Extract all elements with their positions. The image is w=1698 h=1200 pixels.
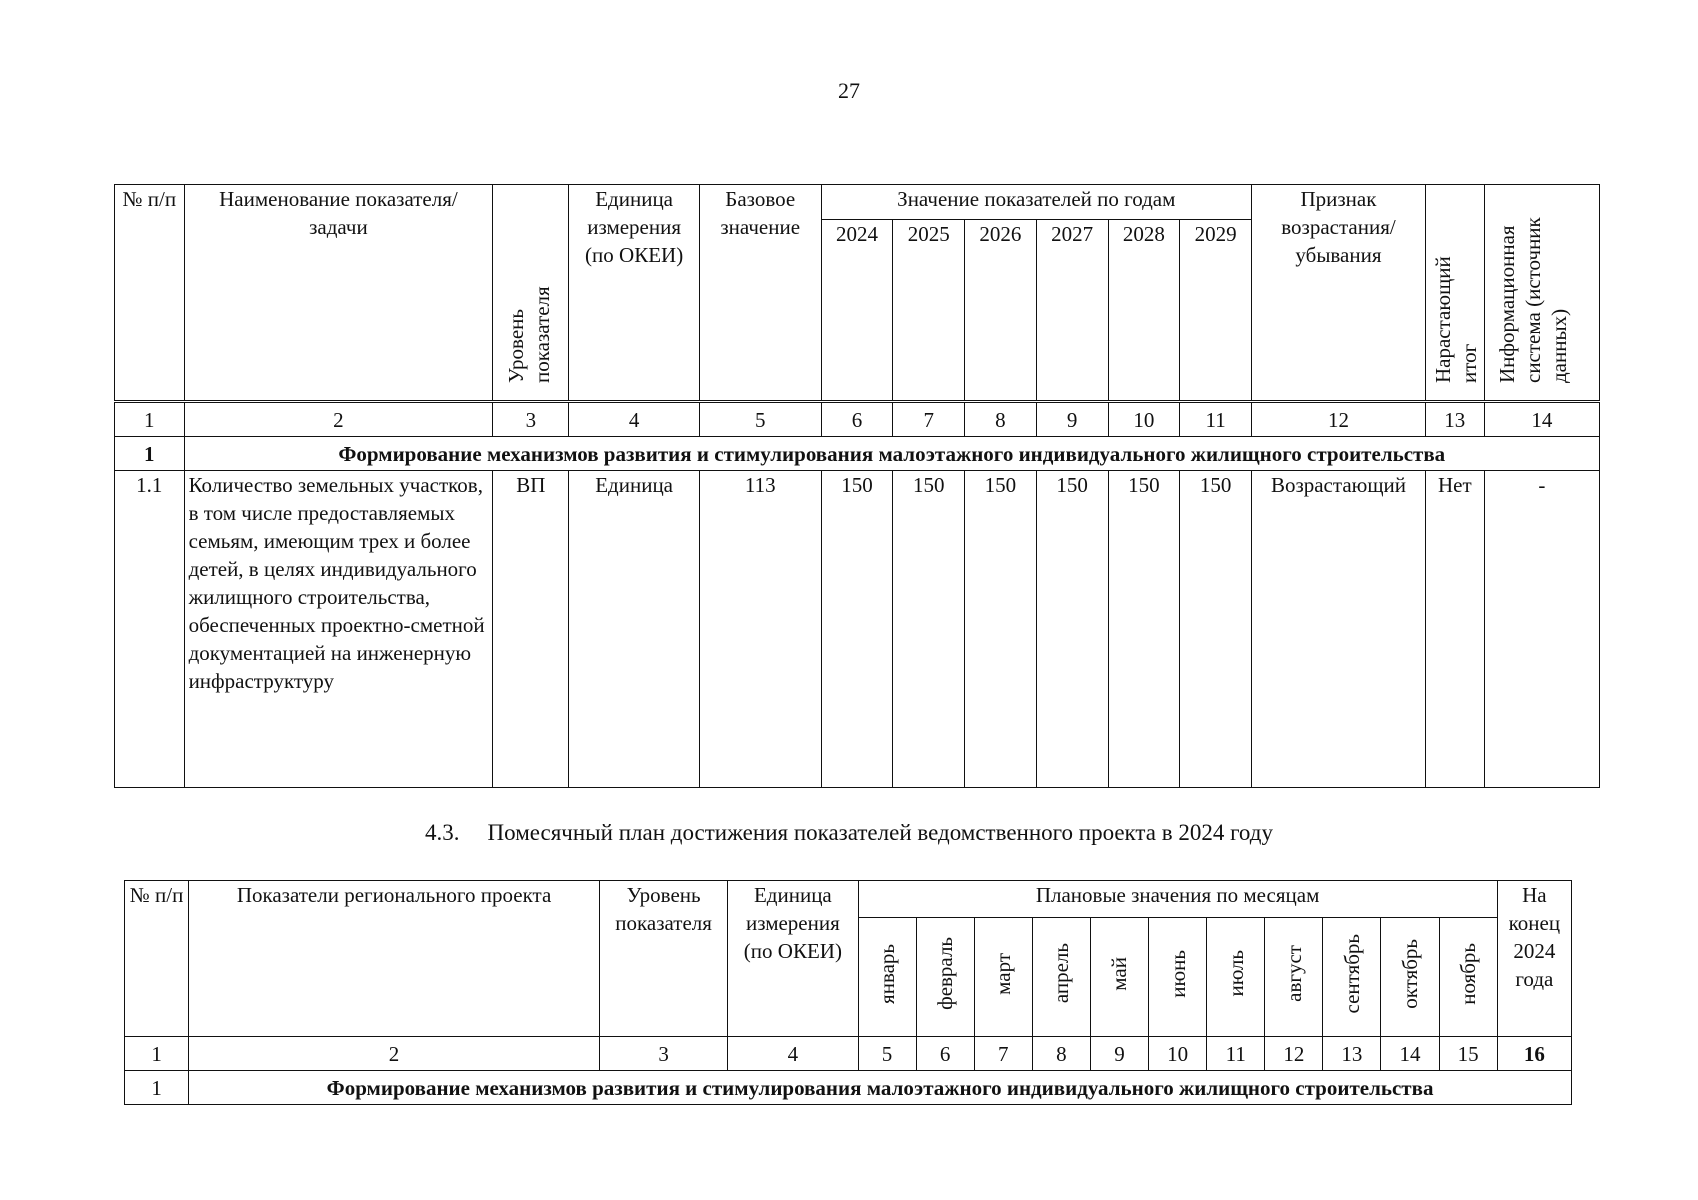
col-number: 16 xyxy=(1497,1037,1571,1071)
row-num: 1.1 xyxy=(115,471,185,788)
section-title: Формирование механизмов развития и стимулирования малоэтажного индивидуального жилищного строительства xyxy=(184,437,1599,471)
col-number: 14 xyxy=(1381,1037,1439,1071)
header-level-text: Уровень показателя xyxy=(503,286,554,383)
section-num: 1 xyxy=(125,1071,189,1105)
col-number: 9 xyxy=(1036,403,1108,437)
section-heading-number: 4.3. xyxy=(425,820,460,845)
col-number: 10 xyxy=(1149,1037,1207,1071)
col-number: 10 xyxy=(1108,403,1180,437)
header-years-group: Значение показателей по годам xyxy=(821,185,1251,220)
year-cell: 2029 xyxy=(1180,220,1252,401)
row-sign: Возрастающий xyxy=(1252,471,1426,788)
year-cell: 2026 xyxy=(965,220,1037,401)
header-level: Уровень показателя xyxy=(599,881,727,1037)
col-number: 5 xyxy=(699,403,821,437)
month-cell xyxy=(1323,918,1381,1037)
month-label: февраль xyxy=(933,937,958,1010)
col-number: 1 xyxy=(115,403,185,437)
row-level: ВП xyxy=(493,471,569,788)
row-value: 150 xyxy=(965,471,1037,788)
month-cell xyxy=(1149,918,1207,1037)
row-name: Количество земельных участков, в том числе предоставляемых семьям, имеющим трех и более детей, в целях индивидуального жилищного строительства, обеспеченных проектно-сметной документацией на инженерную инфраструктуру xyxy=(184,471,493,788)
indicators-table xyxy=(114,184,1600,788)
monthly-plan-table xyxy=(124,880,1572,1105)
month-cell xyxy=(1265,918,1323,1037)
month-cell xyxy=(1207,918,1265,1037)
section-heading xyxy=(0,820,1698,846)
col-number: 11 xyxy=(1207,1037,1265,1071)
month-label: август xyxy=(1281,945,1306,1002)
header-sign: Признак возрастания/ убывания xyxy=(1252,185,1426,401)
header-cumulative-text: Нарастающий итог xyxy=(1430,256,1481,383)
month-cell xyxy=(1381,918,1439,1037)
month-label: май xyxy=(1107,956,1132,991)
row-info-system: - xyxy=(1484,471,1599,788)
month-cell xyxy=(1439,918,1497,1037)
col-number: 8 xyxy=(965,403,1037,437)
month-label: октябрь xyxy=(1398,938,1423,1009)
col-number: 13 xyxy=(1323,1037,1381,1071)
row-value: 150 xyxy=(821,471,893,788)
table1-header-row xyxy=(115,185,1600,220)
month-label: март xyxy=(991,952,1016,995)
year-cell: 2024 xyxy=(821,220,893,401)
table1-column-numbers xyxy=(115,403,1600,437)
col-number: 7 xyxy=(893,403,965,437)
header-unit: Единица измерения (по ОКЕИ) xyxy=(728,881,858,1037)
month-cell xyxy=(858,918,916,1037)
year-cell: 2028 xyxy=(1108,220,1180,401)
year-cell: 2027 xyxy=(1036,220,1108,401)
month-cell xyxy=(974,918,1032,1037)
row-value: 150 xyxy=(893,471,965,788)
header-base: Базовое значение xyxy=(699,185,821,401)
col-number: 2 xyxy=(189,1037,600,1071)
month-cell xyxy=(1090,918,1148,1037)
col-number: 6 xyxy=(916,1037,974,1071)
row-cumulative: Нет xyxy=(1425,471,1484,788)
header-num: № п/п xyxy=(115,185,185,401)
month-cell xyxy=(1032,918,1090,1037)
table-row xyxy=(115,471,1600,788)
header-info-system xyxy=(1484,185,1599,401)
row-value: 150 xyxy=(1036,471,1108,788)
header-info-system-text: Информационная система (источник данных) xyxy=(1494,217,1571,383)
col-number: 12 xyxy=(1252,403,1426,437)
col-number: 6 xyxy=(821,403,893,437)
col-number: 3 xyxy=(493,403,569,437)
table1-section-row xyxy=(115,437,1600,471)
table2-column-numbers xyxy=(125,1037,1572,1071)
col-number: 3 xyxy=(599,1037,727,1071)
row-value: 150 xyxy=(1108,471,1180,788)
month-label: ноябрь xyxy=(1456,942,1481,1005)
col-number: 7 xyxy=(974,1037,1032,1071)
header-num: № п/п xyxy=(125,881,189,1037)
col-number: 2 xyxy=(184,403,493,437)
table2-header-row xyxy=(125,881,1572,918)
row-base: 113 xyxy=(699,471,821,788)
page-number: 27 xyxy=(838,78,860,103)
section-heading-title: Помесячный план достижения показателей ведомственного проекта в 2024 году xyxy=(487,820,1273,845)
row-value: 150 xyxy=(1180,471,1252,788)
header-unit: Единица измерения (по ОКЕИ) xyxy=(569,185,699,401)
header-end: На конец 2024 года xyxy=(1497,881,1571,1037)
month-label: июль xyxy=(1223,950,1248,997)
section-title: Формирование механизмов развития и стимулирования малоэтажного индивидуального жилищного строительства xyxy=(189,1071,1572,1105)
header-months-group: Плановые значения по месяцам xyxy=(858,881,1497,918)
year-cell: 2025 xyxy=(893,220,965,401)
table2-section-row xyxy=(125,1071,1572,1105)
col-number: 11 xyxy=(1180,403,1252,437)
col-number: 1 xyxy=(125,1037,189,1071)
header-level xyxy=(493,185,569,401)
month-label: январь xyxy=(875,943,900,1004)
col-number: 5 xyxy=(858,1037,916,1071)
month-cell xyxy=(916,918,974,1037)
header-name: Показатели регионального проекта xyxy=(189,881,600,1037)
month-label: апрель xyxy=(1049,943,1074,1004)
col-number: 13 xyxy=(1425,403,1484,437)
col-number: 14 xyxy=(1484,403,1599,437)
col-number: 8 xyxy=(1032,1037,1090,1071)
col-number: 12 xyxy=(1265,1037,1323,1071)
header-name: Наименование показателя/ задачи xyxy=(184,185,493,401)
col-number: 15 xyxy=(1439,1037,1497,1071)
col-number: 4 xyxy=(728,1037,858,1071)
col-number: 4 xyxy=(569,403,699,437)
month-label: сентябрь xyxy=(1339,933,1364,1014)
month-label: июнь xyxy=(1165,949,1190,998)
col-number: 9 xyxy=(1090,1037,1148,1071)
section-num: 1 xyxy=(115,437,185,471)
row-unit: Единица xyxy=(569,471,699,788)
header-cumulative xyxy=(1425,185,1484,401)
